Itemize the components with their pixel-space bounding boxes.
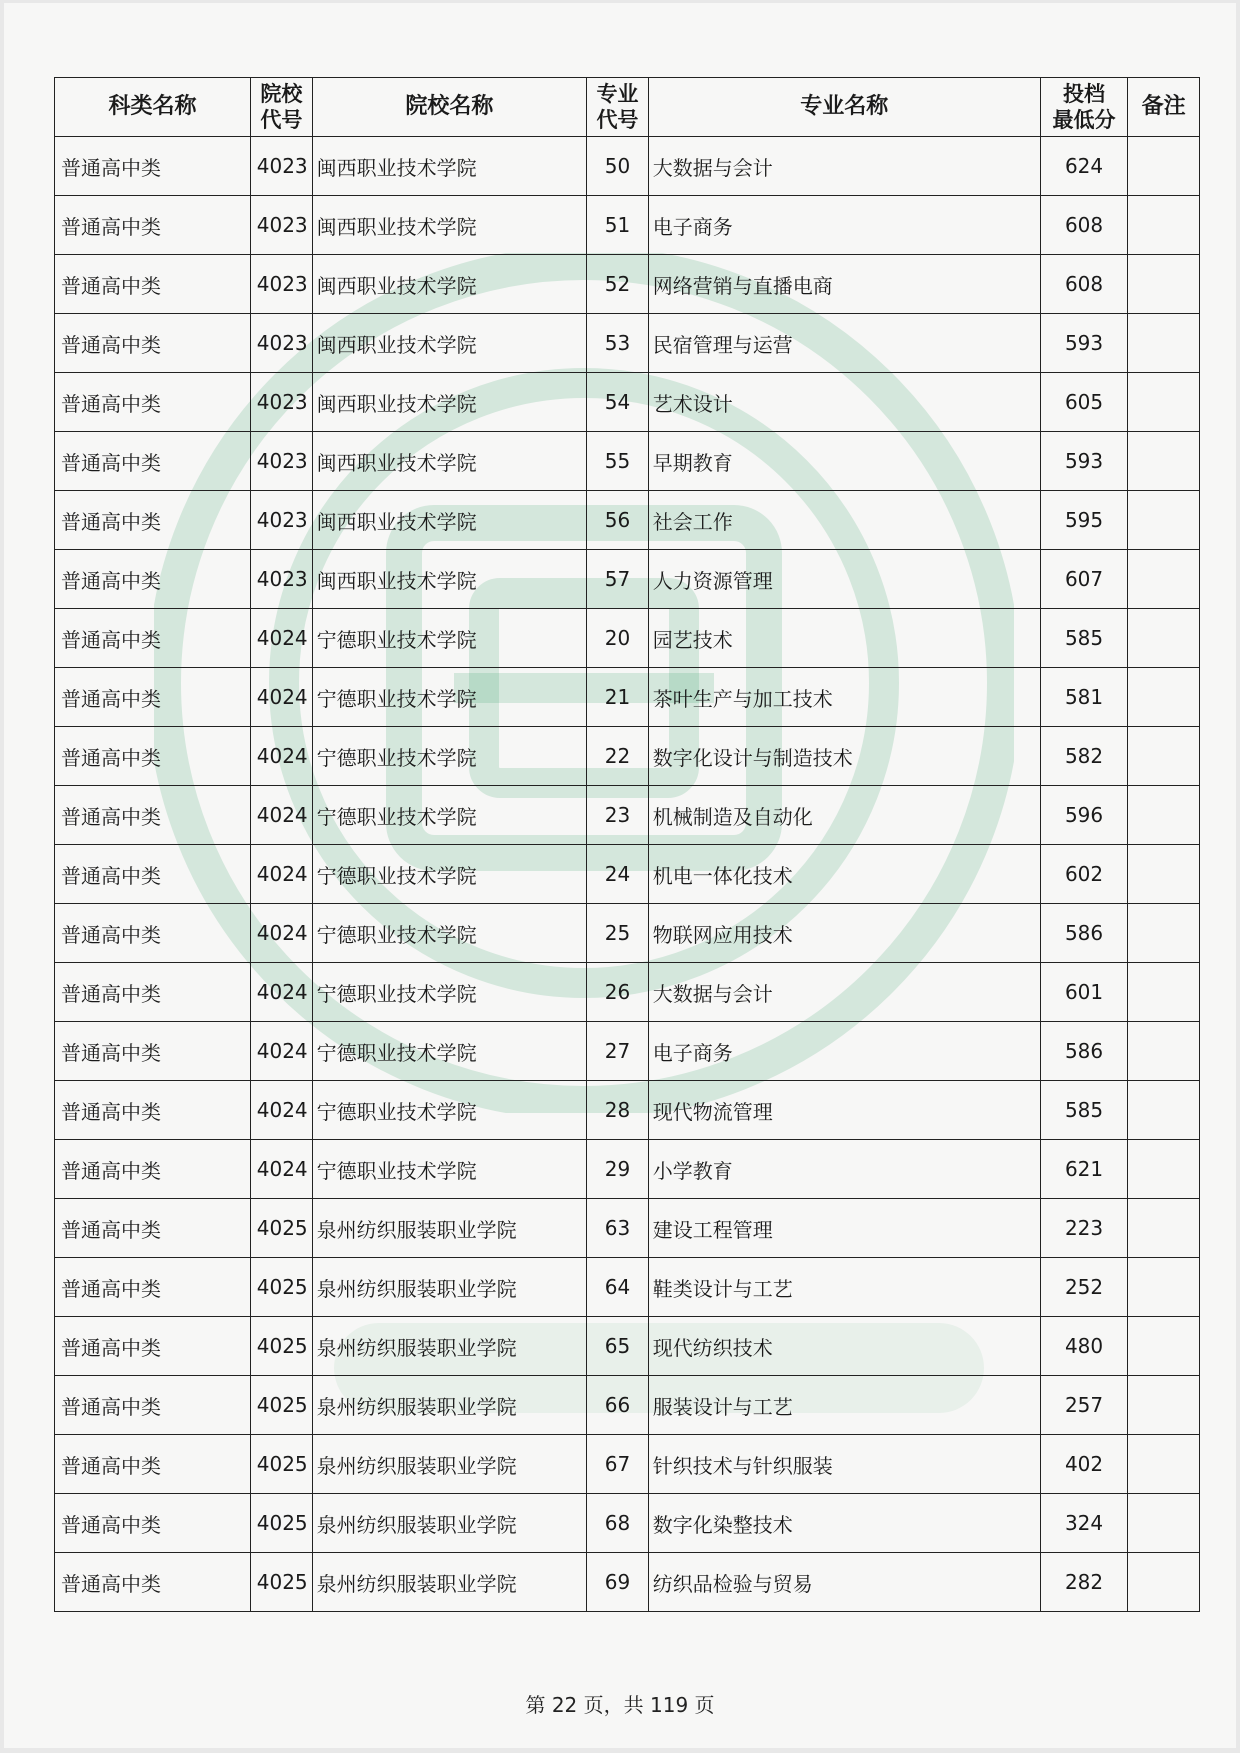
cell-category: 普通高中类 xyxy=(55,668,251,727)
cell-remark xyxy=(1128,1022,1200,1081)
cell-major-code: 28 xyxy=(587,1081,649,1140)
cell-remark xyxy=(1128,963,1200,1022)
cell-major-code: 65 xyxy=(587,1317,649,1376)
cell-school-name: 宁德职业技术学院 xyxy=(312,668,586,727)
cell-min-score: 596 xyxy=(1040,786,1127,845)
table-row xyxy=(55,668,1200,727)
cell-school-code: 4025 xyxy=(251,1435,313,1494)
cell-category: 普通高中类 xyxy=(55,845,251,904)
table-row xyxy=(55,255,1200,314)
cell-min-score: 582 xyxy=(1040,727,1127,786)
cell-major-name: 园艺技术 xyxy=(648,609,1040,668)
cell-school-code: 4023 xyxy=(251,255,313,314)
cell-category: 普通高中类 xyxy=(55,1081,251,1140)
cell-major-name: 早期教育 xyxy=(648,432,1040,491)
cell-school-name: 宁德职业技术学院 xyxy=(312,1022,586,1081)
header-remark: 备注 xyxy=(1128,78,1200,137)
cell-min-score: 585 xyxy=(1040,609,1127,668)
cell-school-name: 宁德职业技术学院 xyxy=(312,1140,586,1199)
cell-min-score: 602 xyxy=(1040,845,1127,904)
cell-school-code: 4024 xyxy=(251,609,313,668)
cell-school-name: 泉州纺织服装职业学院 xyxy=(312,1258,586,1317)
cell-school-name: 闽西职业技术学院 xyxy=(312,255,586,314)
cell-remark xyxy=(1128,1317,1200,1376)
cell-min-score: 593 xyxy=(1040,314,1127,373)
cell-school-name: 宁德职业技术学院 xyxy=(312,904,586,963)
cell-category: 普通高中类 xyxy=(55,1258,251,1317)
cell-remark xyxy=(1128,491,1200,550)
cell-major-code: 64 xyxy=(587,1258,649,1317)
cell-remark xyxy=(1128,314,1200,373)
cell-category: 普通高中类 xyxy=(55,1494,251,1553)
cell-major-name: 电子商务 xyxy=(648,196,1040,255)
cell-category: 普通高中类 xyxy=(55,373,251,432)
cell-remark xyxy=(1128,196,1200,255)
cell-school-code: 4024 xyxy=(251,668,313,727)
cell-remark xyxy=(1128,845,1200,904)
cell-major-code: 24 xyxy=(587,845,649,904)
cell-major-name: 大数据与会计 xyxy=(648,963,1040,1022)
cell-major-name: 针织技术与针织服装 xyxy=(648,1435,1040,1494)
cell-major-code: 66 xyxy=(587,1376,649,1435)
cell-major-name: 现代物流管理 xyxy=(648,1081,1040,1140)
cell-school-code: 4023 xyxy=(251,137,313,196)
cell-major-code: 51 xyxy=(587,196,649,255)
table-row xyxy=(55,963,1200,1022)
table-row xyxy=(55,314,1200,373)
cell-major-code: 54 xyxy=(587,373,649,432)
table-row xyxy=(55,373,1200,432)
cell-min-score: 586 xyxy=(1040,1022,1127,1081)
table-row xyxy=(55,1435,1200,1494)
cell-remark xyxy=(1128,727,1200,786)
cell-school-name: 宁德职业技术学院 xyxy=(312,786,586,845)
cell-school-code: 4023 xyxy=(251,432,313,491)
cell-remark xyxy=(1128,1140,1200,1199)
cell-major-name: 大数据与会计 xyxy=(648,137,1040,196)
cell-min-score: 624 xyxy=(1040,137,1127,196)
cell-major-name: 现代纺织技术 xyxy=(648,1317,1040,1376)
cell-major-code: 29 xyxy=(587,1140,649,1199)
cell-category: 普通高中类 xyxy=(55,491,251,550)
cell-major-name: 艺术设计 xyxy=(648,373,1040,432)
cell-min-score: 252 xyxy=(1040,1258,1127,1317)
table-row xyxy=(55,1140,1200,1199)
cell-school-code: 4025 xyxy=(251,1376,313,1435)
cell-school-name: 泉州纺织服装职业学院 xyxy=(312,1376,586,1435)
cell-school-code: 4025 xyxy=(251,1494,313,1553)
cell-school-name: 宁德职业技术学院 xyxy=(312,963,586,1022)
cell-remark xyxy=(1128,786,1200,845)
cell-school-name: 宁德职业技术学院 xyxy=(312,609,586,668)
cell-remark xyxy=(1128,1435,1200,1494)
cell-major-name: 网络营销与直播电商 xyxy=(648,255,1040,314)
cell-category: 普通高中类 xyxy=(55,550,251,609)
table-row xyxy=(55,432,1200,491)
cell-school-code: 4024 xyxy=(251,963,313,1022)
cell-school-name: 泉州纺织服装职业学院 xyxy=(312,1494,586,1553)
cell-school-name: 闽西职业技术学院 xyxy=(312,137,586,196)
page-number: 第 22 页，共 119 页 xyxy=(525,1693,715,1717)
cell-major-name: 数字化染整技术 xyxy=(648,1494,1040,1553)
cell-school-code: 4023 xyxy=(251,314,313,373)
cell-school-code: 4023 xyxy=(251,491,313,550)
cell-min-score: 585 xyxy=(1040,1081,1127,1140)
table-row xyxy=(55,1494,1200,1553)
table-row xyxy=(55,1553,1200,1612)
cell-major-code: 63 xyxy=(587,1199,649,1258)
cell-school-code: 4023 xyxy=(251,196,313,255)
table-row xyxy=(55,786,1200,845)
cell-school-code: 4024 xyxy=(251,1081,313,1140)
cell-category: 普通高中类 xyxy=(55,786,251,845)
cell-school-name: 宁德职业技术学院 xyxy=(312,845,586,904)
table-row xyxy=(55,1199,1200,1258)
cell-remark xyxy=(1128,668,1200,727)
cell-major-name: 电子商务 xyxy=(648,1022,1040,1081)
cell-major-name: 人力资源管理 xyxy=(648,550,1040,609)
header-major-code: 专业 代号 xyxy=(587,78,649,137)
cell-major-name: 茶叶生产与加工技术 xyxy=(648,668,1040,727)
cell-remark xyxy=(1128,1258,1200,1317)
cell-school-name: 闽西职业技术学院 xyxy=(312,196,586,255)
header-school-name: 院校名称 xyxy=(312,78,586,137)
table-row xyxy=(55,1376,1200,1435)
cell-school-name: 宁德职业技术学院 xyxy=(312,1081,586,1140)
cell-major-name: 建设工程管理 xyxy=(648,1199,1040,1258)
cell-remark xyxy=(1128,550,1200,609)
cell-min-score: 324 xyxy=(1040,1494,1127,1553)
cell-category: 普通高中类 xyxy=(55,314,251,373)
cell-remark xyxy=(1128,904,1200,963)
cell-major-code: 57 xyxy=(587,550,649,609)
cell-category: 普通高中类 xyxy=(55,1435,251,1494)
cell-category: 普通高中类 xyxy=(55,432,251,491)
cell-remark xyxy=(1128,432,1200,491)
table-row xyxy=(55,491,1200,550)
cell-category: 普通高中类 xyxy=(55,963,251,1022)
cell-school-name: 闽西职业技术学院 xyxy=(312,491,586,550)
header-school-code: 院校 代号 xyxy=(251,78,313,137)
table-row xyxy=(55,1081,1200,1140)
cell-remark xyxy=(1128,137,1200,196)
cell-school-code: 4023 xyxy=(251,373,313,432)
cell-category: 普通高中类 xyxy=(55,609,251,668)
cell-category: 普通高中类 xyxy=(55,1022,251,1081)
cell-major-name: 数字化设计与制造技术 xyxy=(648,727,1040,786)
cell-min-score: 595 xyxy=(1040,491,1127,550)
cell-major-code: 68 xyxy=(587,1494,649,1553)
table-row xyxy=(55,550,1200,609)
cell-major-code: 22 xyxy=(587,727,649,786)
header-min-score: 投档 最低分 xyxy=(1040,78,1127,137)
cell-category: 普通高中类 xyxy=(55,1140,251,1199)
cell-min-score: 593 xyxy=(1040,432,1127,491)
table-row xyxy=(55,845,1200,904)
cell-school-name: 泉州纺织服装职业学院 xyxy=(312,1553,586,1612)
cell-school-name: 泉州纺织服装职业学院 xyxy=(312,1435,586,1494)
cell-major-name: 机电一体化技术 xyxy=(648,845,1040,904)
cell-min-score: 605 xyxy=(1040,373,1127,432)
cell-school-name: 宁德职业技术学院 xyxy=(312,727,586,786)
cell-remark xyxy=(1128,1199,1200,1258)
cell-school-code: 4023 xyxy=(251,550,313,609)
cell-school-name: 闽西职业技术学院 xyxy=(312,432,586,491)
cell-major-name: 纺织品检验与贸易 xyxy=(648,1553,1040,1612)
cell-school-code: 4024 xyxy=(251,786,313,845)
cell-min-score: 581 xyxy=(1040,668,1127,727)
cell-major-name: 社会工作 xyxy=(648,491,1040,550)
cell-school-code: 4025 xyxy=(251,1317,313,1376)
admission-table xyxy=(54,77,1200,1612)
cell-school-code: 4025 xyxy=(251,1199,313,1258)
cell-min-score: 621 xyxy=(1040,1140,1127,1199)
cell-major-code: 69 xyxy=(587,1553,649,1612)
cell-major-name: 小学教育 xyxy=(648,1140,1040,1199)
table-row xyxy=(55,727,1200,786)
cell-school-code: 4025 xyxy=(251,1258,313,1317)
cell-school-code: 4024 xyxy=(251,1140,313,1199)
cell-major-code: 56 xyxy=(587,491,649,550)
cell-remark xyxy=(1128,1553,1200,1612)
cell-school-code: 4024 xyxy=(251,727,313,786)
cell-major-code: 50 xyxy=(587,137,649,196)
cell-min-score: 223 xyxy=(1040,1199,1127,1258)
cell-major-name: 物联网应用技术 xyxy=(648,904,1040,963)
cell-min-score: 607 xyxy=(1040,550,1127,609)
cell-category: 普通高中类 xyxy=(55,255,251,314)
cell-remark xyxy=(1128,1081,1200,1140)
cell-remark xyxy=(1128,373,1200,432)
cell-major-code: 53 xyxy=(587,314,649,373)
table-header-row xyxy=(55,78,1200,137)
cell-remark xyxy=(1128,609,1200,668)
cell-major-code: 25 xyxy=(587,904,649,963)
cell-min-score: 402 xyxy=(1040,1435,1127,1494)
cell-min-score: 586 xyxy=(1040,904,1127,963)
cell-major-name: 鞋类设计与工艺 xyxy=(648,1258,1040,1317)
cell-school-code: 4024 xyxy=(251,904,313,963)
cell-category: 普通高中类 xyxy=(55,727,251,786)
cell-school-name: 闽西职业技术学院 xyxy=(312,373,586,432)
table-row xyxy=(55,609,1200,668)
cell-major-code: 21 xyxy=(587,668,649,727)
header-major-name: 专业名称 xyxy=(648,78,1040,137)
cell-category: 普通高中类 xyxy=(55,196,251,255)
cell-category: 普通高中类 xyxy=(55,1199,251,1258)
table-row xyxy=(55,137,1200,196)
cell-school-name: 泉州纺织服装职业学院 xyxy=(312,1317,586,1376)
cell-major-name: 民宿管理与运营 xyxy=(648,314,1040,373)
cell-min-score: 480 xyxy=(1040,1317,1127,1376)
cell-major-code: 27 xyxy=(587,1022,649,1081)
cell-school-code: 4025 xyxy=(251,1553,313,1612)
cell-remark xyxy=(1128,1376,1200,1435)
cell-school-name: 闽西职业技术学院 xyxy=(312,550,586,609)
cell-major-code: 23 xyxy=(587,786,649,845)
cell-remark xyxy=(1128,255,1200,314)
cell-school-code: 4024 xyxy=(251,845,313,904)
cell-category: 普通高中类 xyxy=(55,1553,251,1612)
cell-major-code: 20 xyxy=(587,609,649,668)
cell-category: 普通高中类 xyxy=(55,904,251,963)
cell-category: 普通高中类 xyxy=(55,137,251,196)
cell-min-score: 608 xyxy=(1040,196,1127,255)
table-row xyxy=(55,1317,1200,1376)
cell-min-score: 282 xyxy=(1040,1553,1127,1612)
cell-remark xyxy=(1128,1494,1200,1553)
cell-min-score: 608 xyxy=(1040,255,1127,314)
cell-category: 普通高中类 xyxy=(55,1376,251,1435)
cell-min-score: 601 xyxy=(1040,963,1127,1022)
cell-major-name: 服装设计与工艺 xyxy=(648,1376,1040,1435)
cell-major-code: 52 xyxy=(587,255,649,314)
cell-major-code: 26 xyxy=(587,963,649,1022)
cell-school-name: 闽西职业技术学院 xyxy=(312,314,586,373)
cell-school-code: 4024 xyxy=(251,1022,313,1081)
cell-category: 普通高中类 xyxy=(55,1317,251,1376)
cell-min-score: 257 xyxy=(1040,1376,1127,1435)
header-category: 科类名称 xyxy=(55,78,251,137)
cell-major-name: 机械制造及自动化 xyxy=(648,786,1040,845)
table-row xyxy=(55,904,1200,963)
cell-major-code: 55 xyxy=(587,432,649,491)
table-row xyxy=(55,196,1200,255)
document-page xyxy=(4,3,1236,1748)
table-row xyxy=(55,1258,1200,1317)
cell-major-code: 67 xyxy=(587,1435,649,1494)
table-row xyxy=(55,1022,1200,1081)
cell-school-name: 泉州纺织服装职业学院 xyxy=(312,1199,586,1258)
